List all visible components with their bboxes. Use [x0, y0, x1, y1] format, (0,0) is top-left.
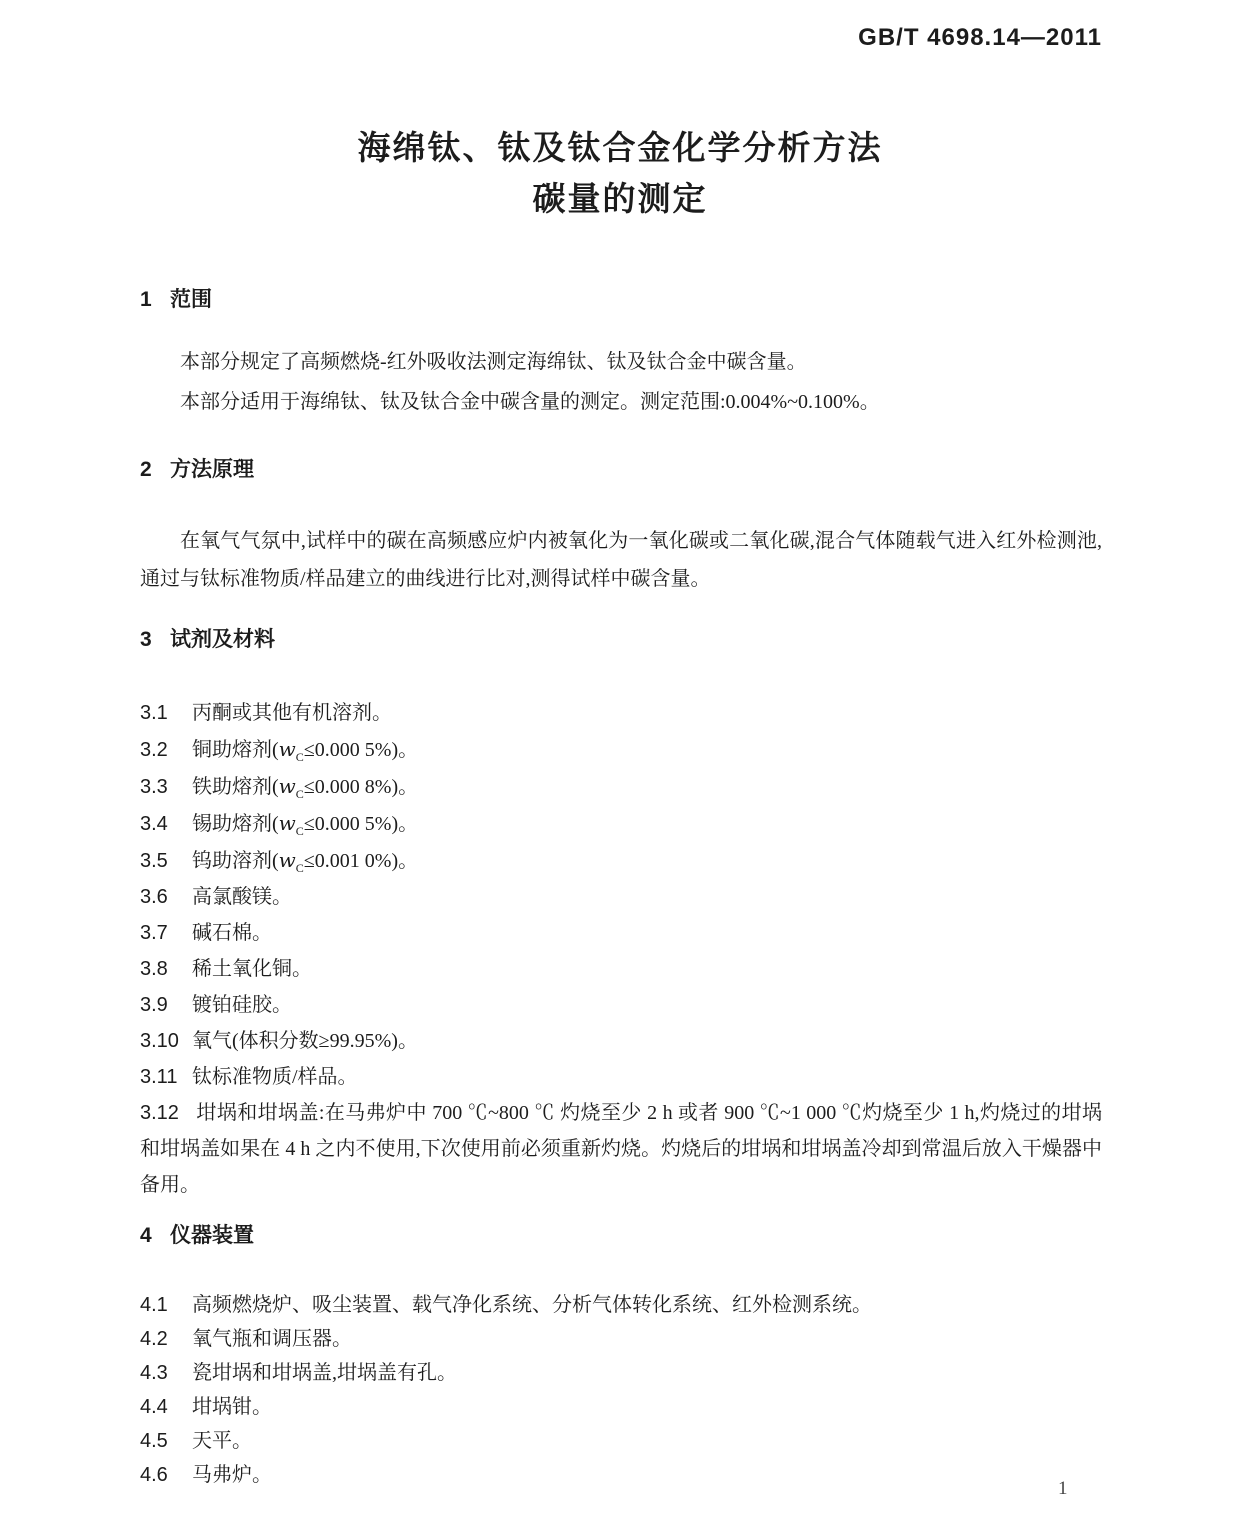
clause-number: 4.3 [140, 1362, 168, 1384]
clause-number: 3.11 [140, 1066, 178, 1088]
clause-number: 3.12 [140, 1102, 179, 1124]
doc-title-line2: 碳量的测定 [532, 180, 708, 217]
doc-number: GB/T 4698.14—2011 [858, 24, 1102, 51]
clause-text: 钛标准物质/样品。 [192, 1066, 358, 1088]
clause-item [140, 731, 1102, 768]
clause-text: 坩埚和坩埚盖:在马弗炉中 700 ℃~800 ℃ 灼烧至少 2 h 或者 900 ℃~1 000 ℃灼烧至少 1 h,灼烧过的坩埚和坩埚盖如果在 4 h 之内不使用,下次使用前必须重新灼烧。灼烧后的坩埚和坩埚盖冷却到常温后放入干燥器中备用。 [140, 1102, 1102, 1196]
section-number: 4 [140, 1224, 152, 1247]
clause-item [140, 1424, 1102, 1458]
clause-item-3-12 [140, 1095, 1102, 1203]
clause-item [140, 879, 1102, 915]
clause-item [140, 915, 1102, 951]
variable-subscript: C [295, 824, 304, 838]
clause-text: 天平。 [192, 1430, 252, 1452]
clause-text: 铁助熔剂( [192, 776, 279, 798]
section-2-heading [140, 458, 1102, 482]
section-3-body [140, 695, 1102, 1203]
clause-number: 3.7 [140, 922, 168, 944]
clause-text: 钨助溶剂( [192, 850, 279, 872]
clause-item [140, 1288, 1102, 1322]
section-1-heading [140, 288, 1102, 312]
clause-number: 4.5 [140, 1430, 168, 1452]
clause-item [140, 805, 1102, 842]
variable-subscript: C [295, 861, 304, 875]
section-title: 试剂及材料 [170, 628, 275, 651]
clause-item [140, 987, 1102, 1023]
clause-number: 3.3 [140, 776, 168, 798]
clause-text: 铜助熔剂( [192, 739, 279, 761]
doc-title-line1: 海绵钛、钛及钛合金化学分析方法 [357, 129, 883, 166]
clause-number: 3.1 [140, 702, 168, 724]
section-title: 方法原理 [170, 458, 254, 481]
section-3-heading [140, 628, 1102, 652]
clause-text: ≤0.001 0%)。 [303, 850, 419, 872]
paragraph: 本部分规定了高频燃烧-红外吸收法测定海绵钛、钛及钛合金中碳含量。 [180, 351, 807, 373]
clause-text: 坩埚钳。 [192, 1396, 272, 1418]
clause-item [140, 1458, 1102, 1492]
clause-number: 3.8 [140, 958, 168, 980]
clause-item [140, 1356, 1102, 1390]
clause-item [140, 951, 1102, 987]
page-number: 1 [1058, 1478, 1068, 1499]
variable-symbol: w [278, 848, 296, 872]
clause-number: 4.2 [140, 1328, 168, 1350]
variable-symbol: w [278, 774, 296, 798]
clause-item [140, 842, 1102, 879]
clause-number: 3.4 [140, 813, 168, 835]
clause-number: 4.4 [140, 1396, 168, 1418]
paragraph: 在氧气气氛中,试样中的碳在高频感应炉内被氧化为一氧化碳或二氧化碳,混合气体随载气进入红外检测池,通过与钛标准物质/样品建立的曲线进行比对,测得试样中碳含量。 [140, 530, 1102, 590]
clause-text: 氧气(体积分数≥99.95%)。 [192, 1030, 418, 1052]
clause-text: 氧气瓶和调压器。 [192, 1328, 352, 1350]
clause-text: 锡助熔剂( [192, 813, 279, 835]
variable-subscript: C [295, 787, 304, 801]
section-title: 仪器装置 [170, 1224, 254, 1247]
section-number: 2 [140, 458, 152, 481]
section-title: 范围 [170, 288, 212, 311]
section-4-body [140, 1288, 1102, 1492]
clause-number: 3.5 [140, 850, 168, 872]
clause-number: 3.2 [140, 739, 168, 761]
clause-text: ≤0.000 5%)。 [303, 739, 419, 761]
variable-symbol: w [278, 811, 296, 835]
clause-item [140, 1059, 1102, 1095]
clause-item [140, 695, 1102, 731]
clause-item [140, 1390, 1102, 1424]
doc-title [0, 122, 1240, 224]
clause-number: 3.6 [140, 886, 168, 908]
paragraph: 本部分适用于海绵钛、钛及钛合金中碳含量的测定。测定范围:0.004%~0.100%。 [180, 391, 880, 413]
clause-text: 瓷坩埚和坩埚盖,坩埚盖有孔。 [192, 1362, 457, 1384]
clause-text: 高氯酸镁。 [192, 886, 292, 908]
clause-number: 4.6 [140, 1464, 168, 1486]
clause-item [140, 1023, 1102, 1059]
section-2-body [140, 522, 1102, 598]
clause-item [140, 1322, 1102, 1356]
variable-subscript: C [295, 750, 304, 764]
clause-text: 高频燃烧炉、吸尘装置、载气净化系统、分析气体转化系统、红外检测系统。 [192, 1294, 872, 1316]
section-number: 1 [140, 288, 152, 311]
clause-number: 3.9 [140, 994, 168, 1016]
clause-number: 3.10 [140, 1030, 179, 1052]
variable-symbol: w [278, 737, 296, 761]
clause-text: 镀铂硅胶。 [192, 994, 292, 1016]
clause-item [140, 768, 1102, 805]
clause-text: ≤0.000 5%)。 [303, 813, 419, 835]
clause-text: 丙酮或其他有机溶剂。 [192, 702, 392, 724]
clause-text: 马弗炉。 [192, 1464, 272, 1486]
clause-text: 碱石棉。 [192, 922, 272, 944]
clause-text: 稀土氧化铜。 [192, 958, 312, 980]
clause-number: 4.1 [140, 1294, 168, 1316]
section-1-body [140, 342, 1102, 422]
section-4-heading [140, 1224, 1102, 1248]
section-number: 3 [140, 628, 152, 651]
clause-text: ≤0.000 8%)。 [303, 776, 419, 798]
